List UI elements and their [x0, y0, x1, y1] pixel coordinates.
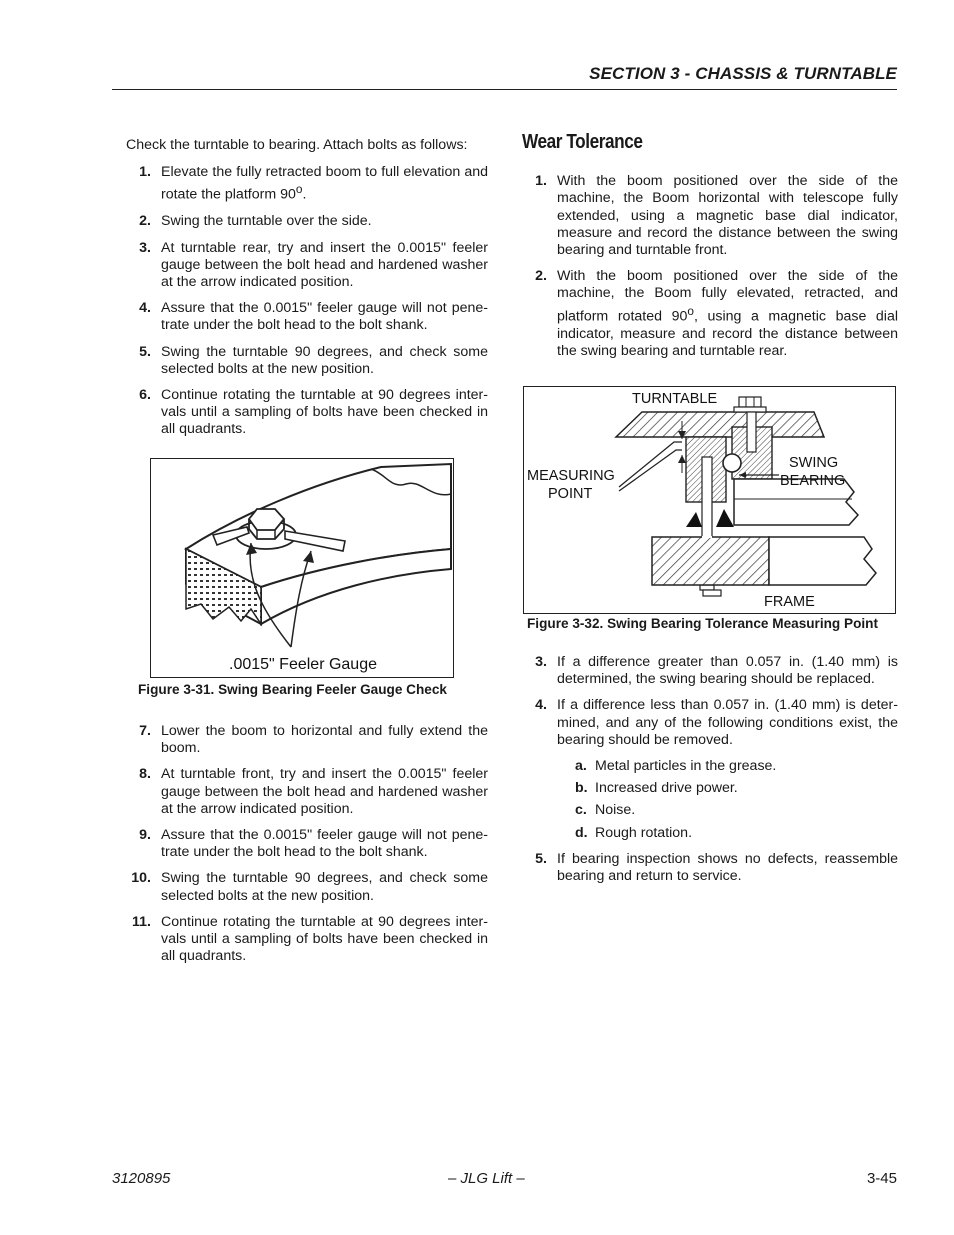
- degree-superscript: o: [295, 182, 303, 197]
- right-column-bottom: [522, 654, 898, 894]
- figure-feeler-gauge: [150, 458, 454, 678]
- substep-text: Metal particles in the grease.: [595, 758, 777, 775]
- list-item: [126, 827, 488, 861]
- header-divider: [112, 89, 897, 90]
- step-number: 11.: [132, 913, 151, 930]
- list-item: [522, 173, 898, 259]
- step-text: Assure that the 0.0015" feeler gauge will not pene-trate under the bolt head to the bolt shank.: [161, 300, 488, 334]
- frame-label: FRAME: [764, 594, 815, 610]
- bearing-label: BEARING: [780, 473, 846, 489]
- feeler-gauge-label: .0015" Feeler Gauge: [229, 656, 377, 673]
- feeler-gauge-illustration: [151, 459, 452, 676]
- section-title: SECTION 3 - CHASSIS & TURNTABLE: [589, 64, 897, 83]
- point-label: POINT: [548, 486, 593, 502]
- figure-31-caption: Figure 3-31. Swing Bearing Feeler Gauge Check: [138, 682, 447, 697]
- figure-swing-bearing: [523, 386, 896, 614]
- list-item: [126, 723, 488, 757]
- step-text: With the boom positioned over the side of the machine, the Boom horizontal with telescope fully extended, using a magnetic base dial indicator, measure and record the distance between the swing bearing and turntable front.: [557, 173, 898, 259]
- turntable-label: TURNTABLE: [632, 391, 718, 407]
- substep-letter: a.: [575, 758, 587, 775]
- left-column-bottom: [126, 723, 488, 974]
- step-text: If a difference greater than 0.057 in. (1.40 mm) is determined, the swing bearing should be replaced.: [557, 654, 898, 688]
- substep-text: Noise.: [595, 802, 636, 819]
- list-item: [126, 164, 488, 204]
- list-item: [126, 766, 488, 818]
- list-item: [126, 240, 488, 292]
- substep-text: Increased drive power.: [595, 780, 738, 797]
- step-number: 10.: [131, 870, 151, 887]
- sub-list-item: [570, 802, 898, 819]
- step-text: At turntable rear, try and insert the 0.0015" feeler gauge between the bolt head and hardened washer at the arrow indicated position.: [161, 239, 488, 290]
- step-number: 1.: [139, 164, 151, 181]
- left-column-top: [126, 137, 488, 448]
- list-item: [522, 697, 898, 749]
- step-number: 3.: [535, 654, 547, 670]
- step-text: With the boom positioned over the side of the machine, the Boom fully elevated, retracted, and platform rotated 90$^o$, using a magnetic base dial indicator, measure and record the distance between the swing bearing and turntable rear.: [557, 268, 898, 359]
- step-number: 6.: [139, 386, 151, 403]
- intro-paragraph: Check the turntable to bearing. Attach bolts as follows:: [126, 137, 468, 153]
- list-item: [522, 268, 898, 360]
- step-text: At turntable front, try and insert the 0.0015" feeler gauge between the bolt head and hardened washer at the arrow indicated position.: [161, 766, 488, 817]
- step-number: 3.: [139, 239, 151, 256]
- step-number: 2.: [535, 268, 547, 285]
- sub-list-item: [570, 825, 898, 842]
- document-number: 3120895: [112, 1170, 171, 1187]
- step-text: Elevate the fully retracted boom to full elevation and rotate the platform 90$^o$.: [161, 164, 488, 204]
- page-number: 3-45: [866, 1170, 897, 1187]
- step-text: Swing the turntable 90 degrees, and check some selected bolts at the new position.: [161, 343, 488, 377]
- step-number: 5.: [535, 850, 547, 867]
- step-text: Continue rotating the turntable at 90 degrees inter-vals until a sampling of bolts have been checked in all quadrants.: [161, 913, 488, 965]
- step-text: Swing the turntable over the side.: [161, 213, 372, 230]
- step-number: 4.: [535, 697, 547, 714]
- list-item: [126, 387, 488, 439]
- step-text: Assure that the 0.0015" feeler gauge will not pene-trate under the bolt head to the bolt shank.: [161, 827, 488, 861]
- step-number: 2.: [139, 213, 151, 230]
- right-column-top: [522, 131, 898, 369]
- step-number: 5.: [139, 343, 151, 360]
- step-number: 8.: [139, 766, 151, 783]
- step-text: Continue rotating the turntable at 90 degrees inter-vals until a sampling of bolts have been checked in all quadrants.: [161, 386, 488, 438]
- publisher-label: – JLG Lift –: [448, 1170, 525, 1187]
- step-number: 9.: [139, 827, 151, 844]
- substep-letter: c.: [575, 802, 587, 819]
- step-text: If bearing inspection shows no defects, reassemble bearing and return to service.: [557, 850, 898, 885]
- list-item: [522, 851, 898, 885]
- step-number: 1.: [535, 173, 547, 190]
- list-item: [126, 914, 488, 966]
- substep-letter: d.: [575, 824, 588, 841]
- list-item: [126, 870, 488, 904]
- list-item: [126, 300, 488, 334]
- list-item: [126, 213, 488, 230]
- step-number: 4.: [139, 300, 151, 317]
- sub-list-item: [570, 758, 898, 775]
- wear-tolerance-heading: Wear Tolerance: [522, 131, 643, 153]
- sub-list-item: [570, 780, 898, 797]
- measuring-label: MEASURING: [527, 468, 615, 484]
- swing-label: SWING: [789, 455, 839, 471]
- list-item: [522, 654, 898, 688]
- substep-text: Rough rotation.: [595, 824, 693, 841]
- substep-letter: b.: [575, 780, 588, 797]
- degree-superscript: o: [687, 303, 694, 318]
- step-number: 7.: [139, 723, 151, 739]
- list-item: [126, 344, 488, 378]
- step-text: If a difference less than 0.057 in. (1.40 mm) is deter-mined, and any of the following conditions exist, the bearing should be removed.: [557, 697, 898, 748]
- step-text: Swing the turntable 90 degrees, and check some selected bolts at the new position.: [161, 870, 488, 904]
- figure-32-caption: Figure 3-32. Swing Bearing Tolerance Measuring Point: [527, 616, 878, 631]
- step-text: Lower the boom to horizontal and fully extend the boom.: [161, 723, 488, 757]
- swing-bearing-illustration: [524, 387, 894, 612]
